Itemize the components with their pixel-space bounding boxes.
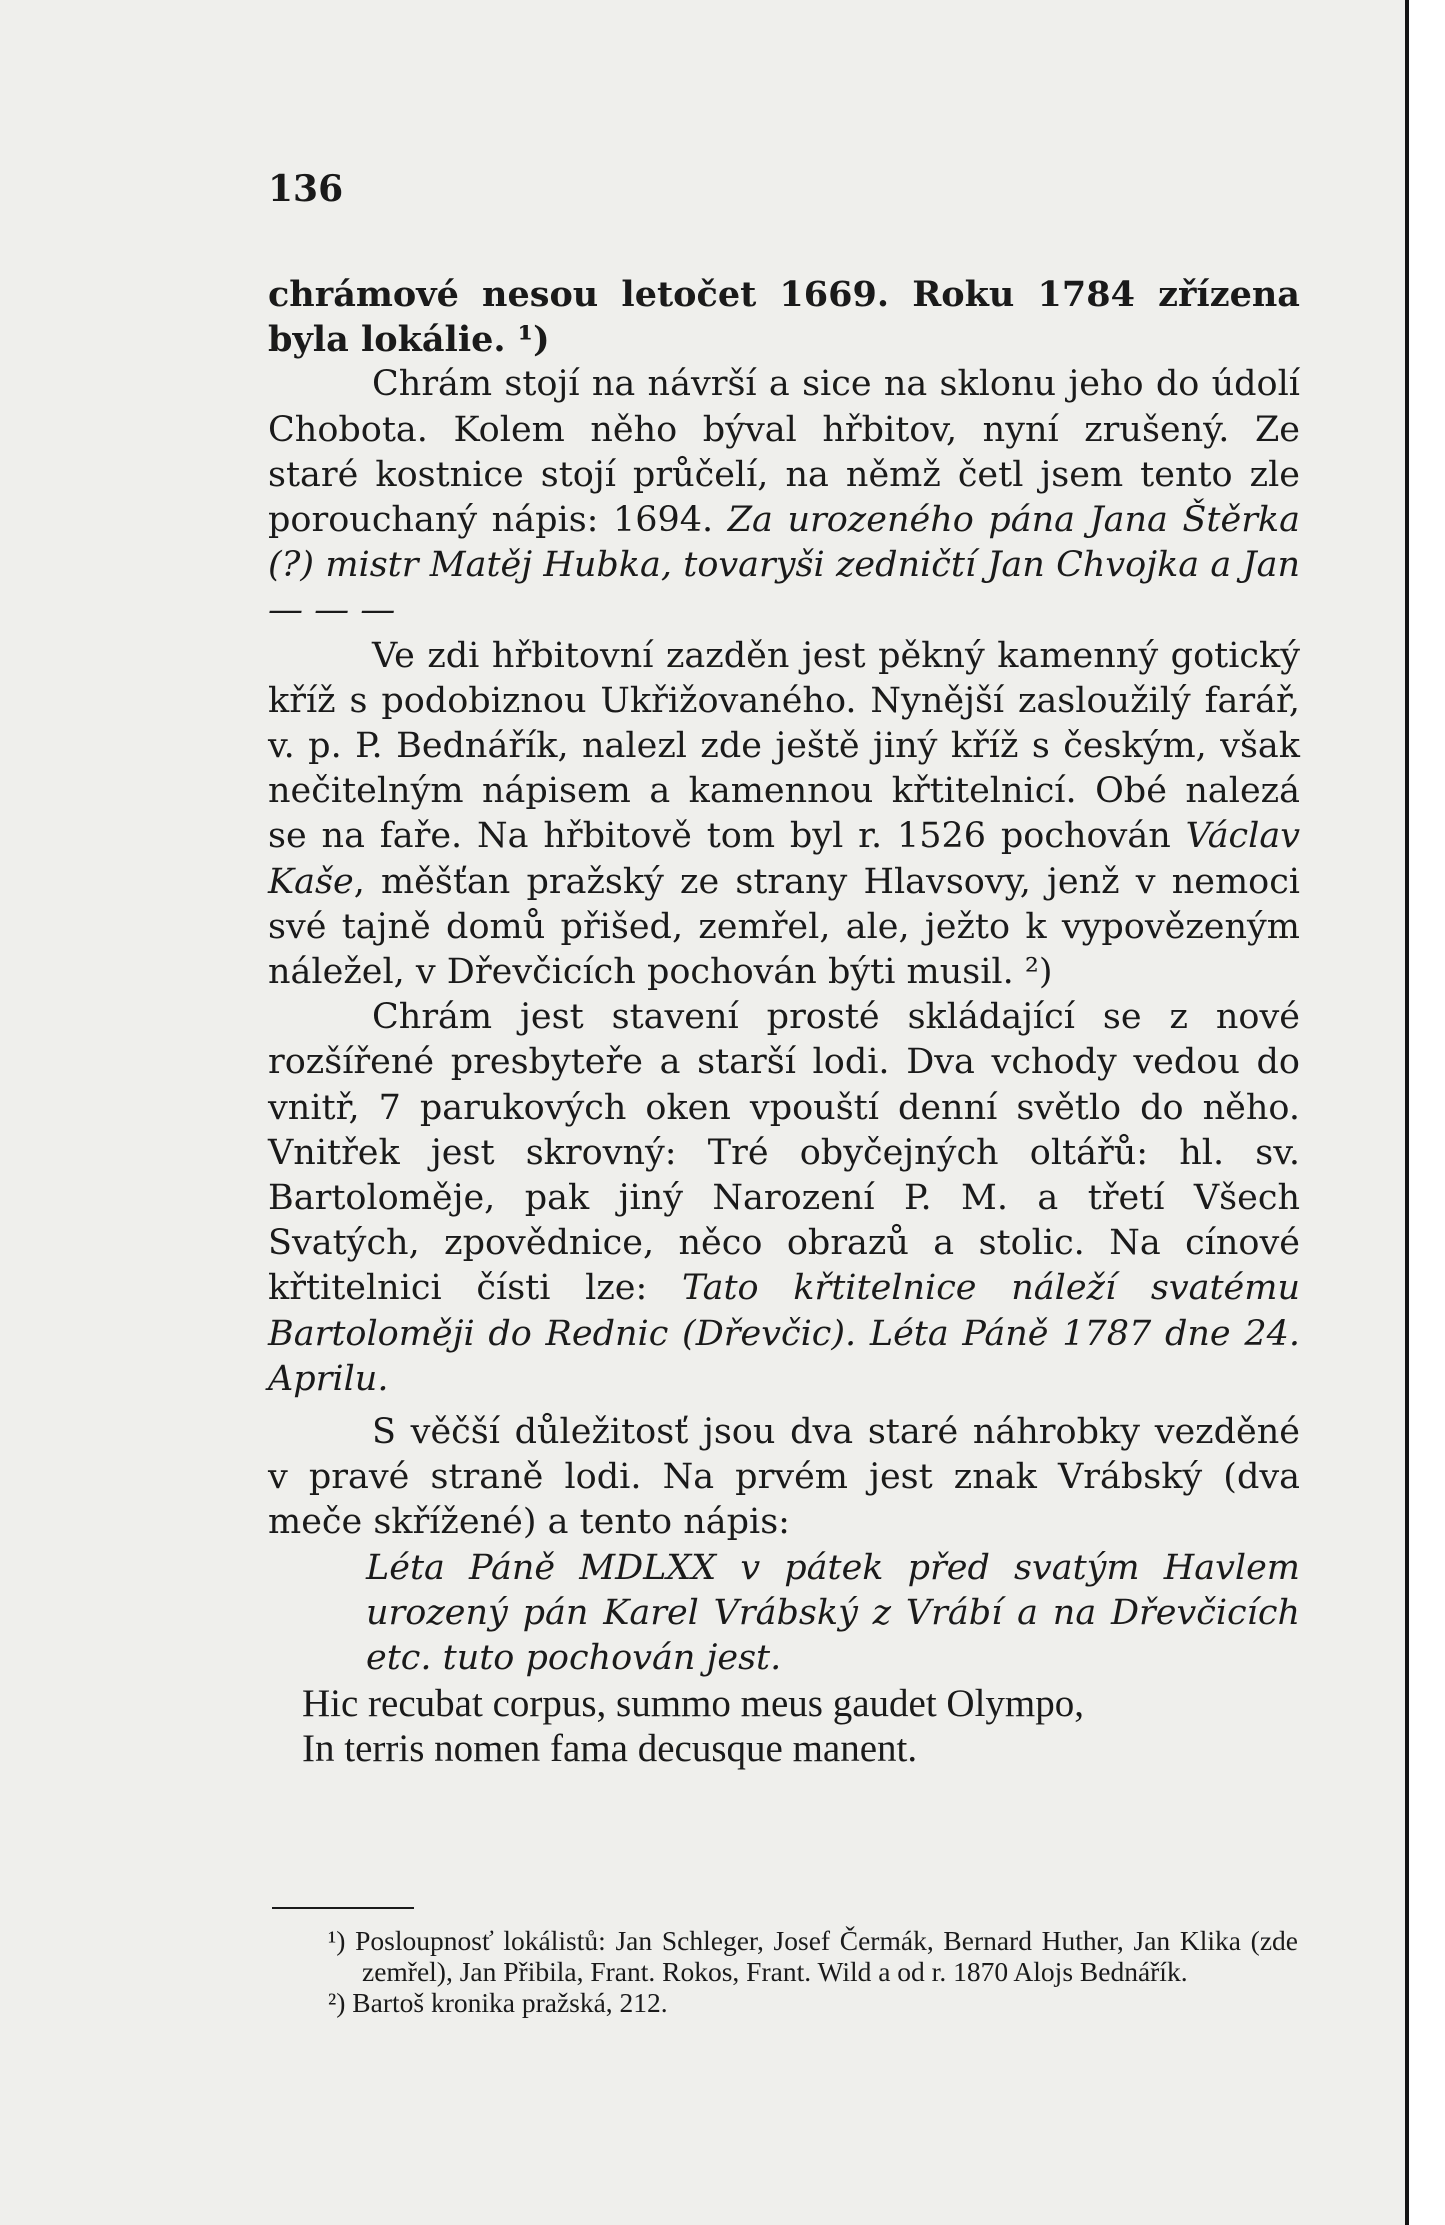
paragraph-3-text-end: , měšťan pražský ze strany Hlavsovy, jenž v nemoci své tajně domů přišed, zemřel, ale, ježto k vypovězeným náležel, v Dřevčicích pochován býti musil. ²) [268, 861, 1300, 993]
paragraph-3-text: Ve zdi hřbitovní zazděn jest pěkný kamenný gotický kříž s podobiznou Ukřižovaného. Nynější zasloužilý farář, v. p. P. Bednářík, nalezl zde ještě jiný kříž s českým, však nečitelným nápisem a kamennou křtitelnicí. Obé nalezá se na faře. Na hřbitově tom byl r. 1526 pochován [268, 635, 1300, 857]
page-edge-shadow [1405, 0, 1409, 2225]
paragraph-4 [268, 995, 1300, 1402]
epitaph-inscription [366, 1546, 1300, 1682]
footnote-2 [328, 1987, 1298, 2018]
footnote-rule [272, 1907, 414, 1909]
paragraph-2-inscription: Za urozeného pána Jana Štěrka (?) mistr Matěj Hubka, tovaryši zedničtí Jan Chvojka a Jan — — — [268, 500, 1300, 631]
footnote-1 [328, 1925, 1298, 1987]
latin-verse-line-1: Hic recubat corpus, summo meus gaudet Olympo, [302, 1682, 1084, 1726]
paragraph-2-text: Chrám stojí na návrší a sice na sklonu jeho do údolí Chobota. Kolem něho býval hřbitov, nyní zrušený. Ze staré kostnice stojí průčelí, na němž četl jsem tento zle porouchaný nápis: 1694. [268, 364, 1300, 541]
paragraph-4-text: Chrám jest stavení prosté skládající se z nové rozšířené presbyteře a starší lodi. Dva vchody vedou do vnitř, 7 parukových oken vpouští denní světlo do něho. Vnitřek jest skrovný: Tré obyčejných oltářů: hl. sv. Bartoloměje, pak jiný Narození P. M. a třetí Všech Svatých, zpovědnice, něco obrazů a stolic. Na cínové křtitelnici čísti lze: [268, 997, 1300, 1309]
footnotes [328, 1925, 1298, 2018]
footnote-1-text: Posloupnosť lokálistů: Jan Schleger, Josef Čermák, Bernard Huther, Jan Klika (zde zemřel), Jan Přibila, Frant. Rokos, Frant. Wild a od r. 1870 Alojs Bednářík. [355, 1925, 1298, 1987]
paragraph-1: chrámové nesou letočet 1669. Roku 1784 zřízena byla lokálie. ¹) [268, 274, 1300, 361]
paragraph-3-name: Václav Kaše [268, 816, 1300, 902]
footnote-1-mark: ¹) [328, 1925, 346, 1956]
body-text [268, 272, 1300, 1771]
page-number: 136 [268, 168, 344, 210]
footnote-2-mark: ²) [328, 1987, 346, 2018]
footnote-2-text: Bartoš kronika pražská, 212. [352, 1987, 668, 2018]
paragraph-4-inscription: Tato křtitelnice náleží svatému Bartoloměji do Rednic (Dřevčic). Léta Páně 1787 dne 24. Aprilu. [268, 1268, 1300, 1399]
paragraph-5: S věčší důležitosť jsou dva staré náhrobky vezděné v pravé straně lodi. Na prvém jest znak Vrábský (dva meče skřížené) a tento nápis: [268, 1412, 1300, 1543]
paragraph-2 [268, 362, 1300, 633]
latin-verse-line-2: In terris nomen fama decusque manent. [302, 1727, 918, 1771]
paragraph-3 [268, 634, 1300, 996]
epitaph-text: Léta Páně MDLXX v pátek před svatým Havlem urozený pán Karel Vrábský z Vrábí a na Dřevčicích etc. tuto pochován jest. [366, 1547, 1300, 1679]
